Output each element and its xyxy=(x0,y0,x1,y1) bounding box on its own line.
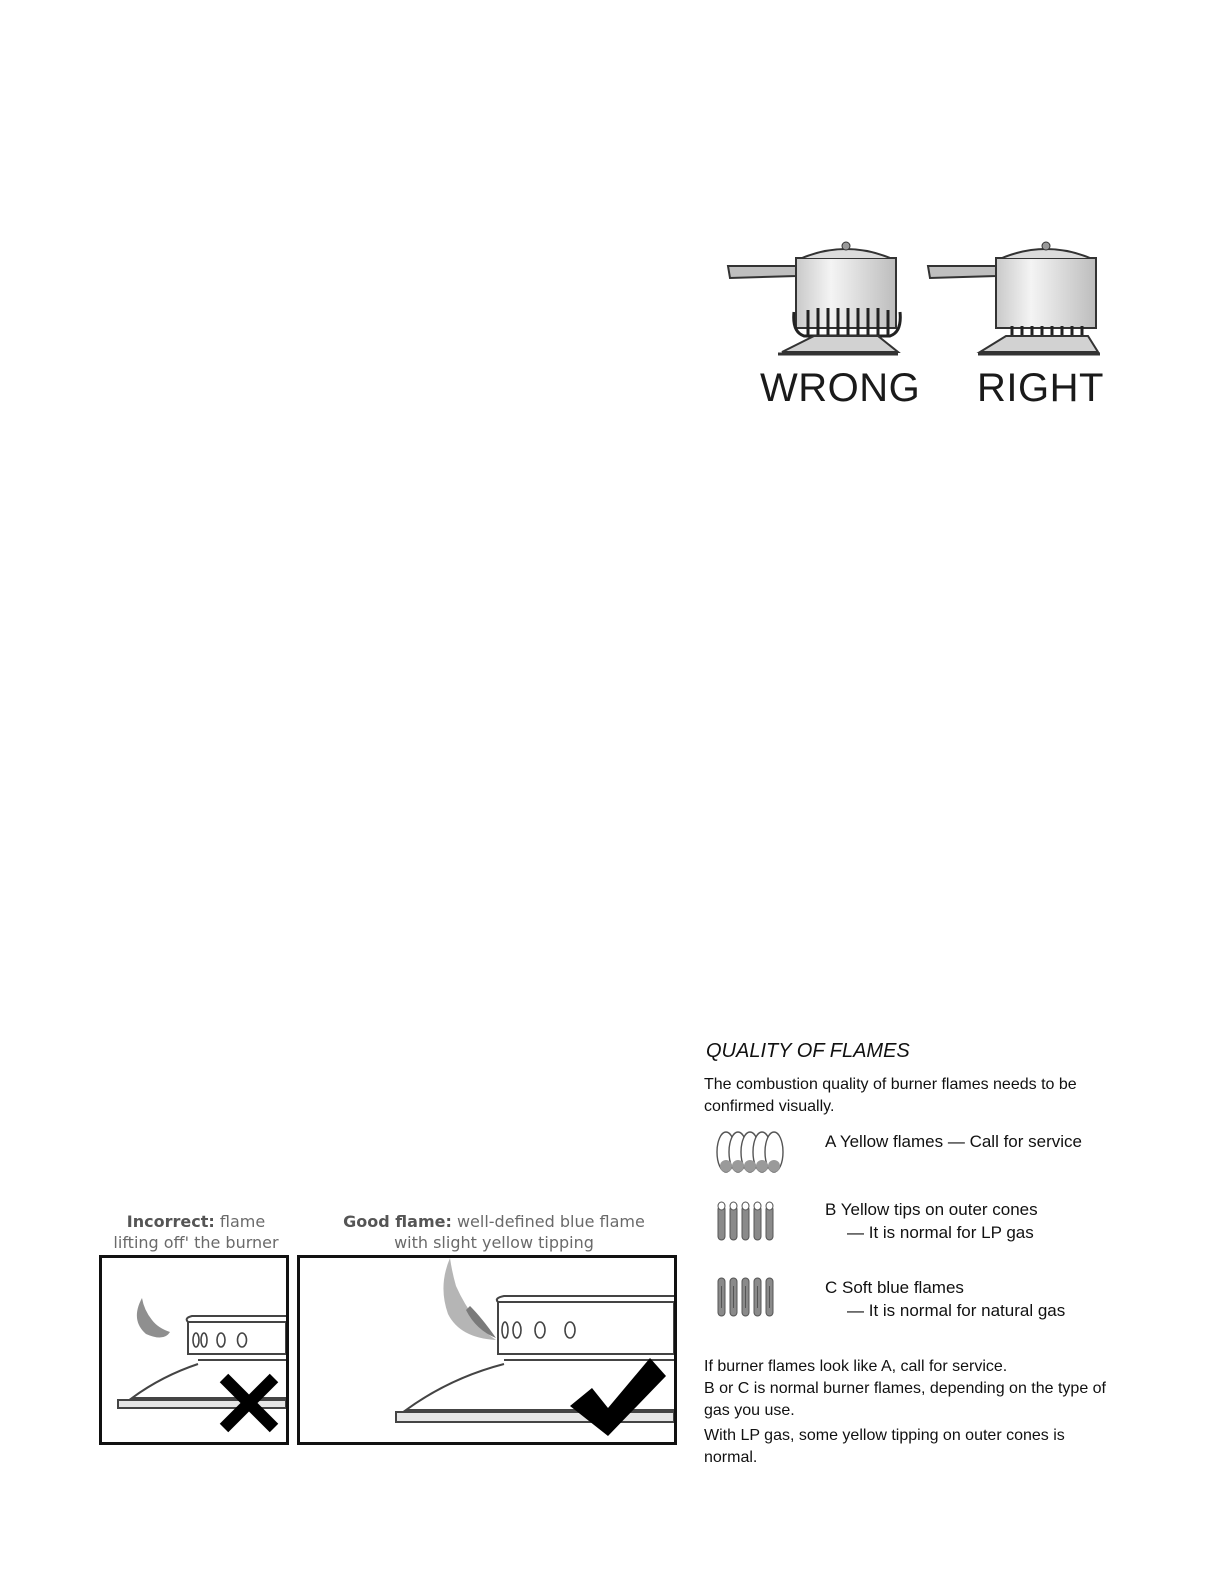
good-flame-panel xyxy=(297,1255,677,1445)
incorrect-flame-caption xyxy=(96,1211,296,1253)
good-caption-line2: with slight yellow tipping xyxy=(394,1233,594,1252)
flame-row-c xyxy=(704,1276,1124,1326)
incorrect-caption-rest: flame xyxy=(214,1212,266,1231)
flame-row-b xyxy=(704,1198,1124,1248)
yellow-flames-icon xyxy=(714,1130,784,1176)
wrong-pot-icon xyxy=(728,242,900,354)
note-2: B or C is normal burner flames, depending on the type of gas you use. xyxy=(704,1380,1106,1419)
quality-of-flames-notes xyxy=(704,1356,1114,1469)
good-caption-bold: Good flame: xyxy=(343,1212,452,1231)
good-flame-illustration xyxy=(300,1258,674,1442)
flame-row-a xyxy=(704,1130,1124,1180)
flame-row-a-line1: A Yellow flames — Call for service xyxy=(825,1132,1082,1151)
quality-of-flames-intro: The combustion quality of burner flames needs to be confirmed visually. xyxy=(704,1076,1077,1115)
flame-row-c-line2: — It is normal for natural gas xyxy=(847,1301,1066,1320)
incorrect-flame-illustration xyxy=(102,1258,286,1442)
pot-flame-diagram xyxy=(722,236,1112,416)
flame-row-b-line1: B Yellow tips on outer cones xyxy=(825,1200,1038,1219)
yellow-tips-flames-icon xyxy=(714,1198,784,1244)
wrong-label: WRONG xyxy=(760,366,921,410)
incorrect-caption-line2: lifting off' the burner xyxy=(113,1233,279,1252)
flame-row-c-text xyxy=(825,1276,1065,1322)
note-1: If burner flames look like A, call for service. xyxy=(704,1358,1008,1375)
flame-row-b-line2: — It is normal for LP gas xyxy=(847,1223,1034,1242)
right-pot-icon xyxy=(928,242,1100,354)
incorrect-flame-panel xyxy=(99,1255,289,1445)
right-label: RIGHT xyxy=(977,366,1104,410)
good-caption-rest: well-defined blue flame xyxy=(451,1212,645,1231)
quality-of-flames-title: QUALITY OF FLAMES xyxy=(706,1040,910,1062)
soft-blue-flames-icon xyxy=(714,1276,784,1322)
note-3: With LP gas, some yellow tipping on outer cones is normal. xyxy=(704,1427,1065,1466)
flame-row-c-line1: C Soft blue flames xyxy=(825,1278,964,1297)
incorrect-caption-bold: Incorrect: xyxy=(126,1212,215,1231)
pot-illustrations xyxy=(722,236,1112,366)
flame-row-b-text xyxy=(825,1198,1038,1244)
good-flame-caption xyxy=(336,1211,652,1253)
flame-row-a-text xyxy=(825,1130,1082,1153)
checkmark-icon xyxy=(570,1358,666,1436)
